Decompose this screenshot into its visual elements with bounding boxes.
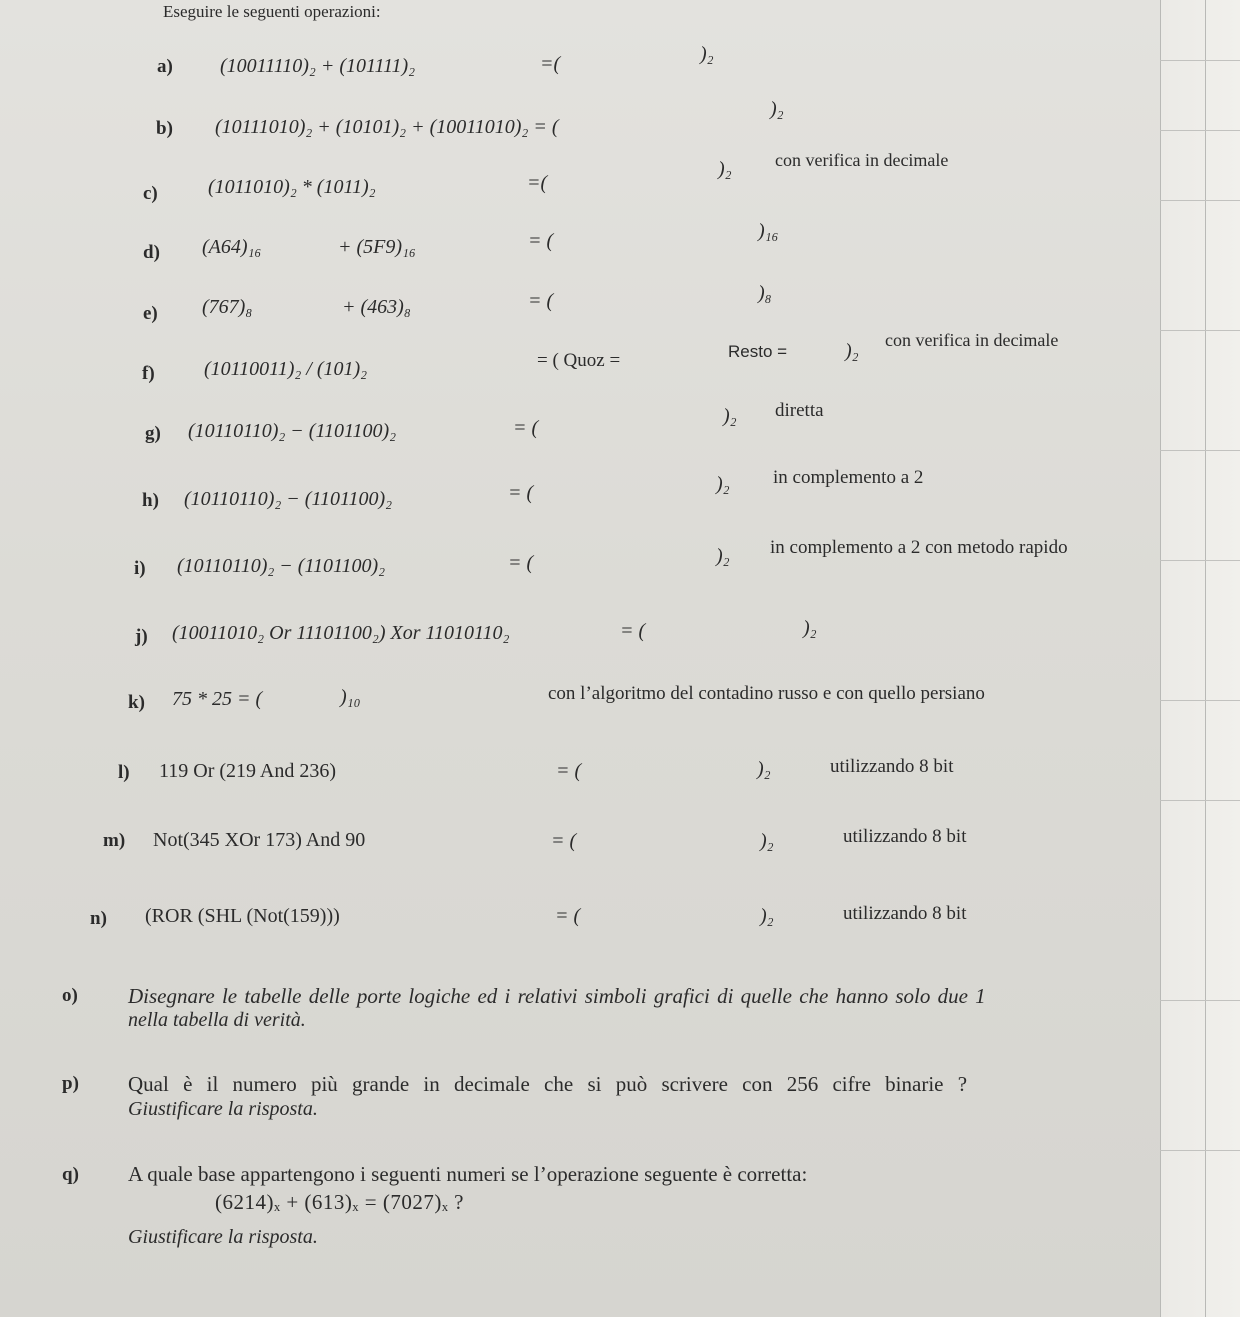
exercise-note: utilizzando 8 bit [830,756,954,777]
result-close: )₂ [723,405,737,427]
question-text: Disegnare le tabelle delle porte logiche ed i relativi simboli grafici di quelle che hanno solo due 1 [128,984,986,1008]
exercise-expression: Not(345 XOr 173) And 90 [153,829,366,851]
grid-line [1160,130,1240,131]
result-close: )₂ [716,545,730,567]
result-close: )₂ [716,473,730,495]
exercise-expression: (10110011)₂ / (101)₂ [204,358,368,380]
quotient-field: = ( Quoz = [537,350,621,371]
exercise-label: d) [143,242,160,263]
exercise-label: l) [118,762,130,783]
equals-open: = ( [528,230,554,252]
exercise-label: c) [143,183,158,204]
equals-open: = ( [551,830,577,852]
exercise-note: utilizzando 8 bit [843,903,967,924]
exercise-expression: (767)₈ [202,296,253,318]
result-close: )₂ [718,158,732,180]
grid-line [1160,1000,1240,1001]
exercise-expression: (1011010)₂ * (1011)₂ [208,176,376,198]
equals-open: = ( [513,417,539,439]
page-title: Eseguire le seguenti operazioni: [163,2,381,21]
grid-line [1160,450,1240,451]
equals-open: = ( [620,620,646,642]
equals-open: =( [540,53,561,75]
result-close: )₂ [760,905,774,927]
question-text: Qual è il numero più grande in decimale che si può scrivere con 256 cifre binarie ? [128,1072,968,1096]
exercise-label: b) [156,118,173,139]
result-close: )₂ [803,617,817,639]
exercise-label: i) [134,558,146,579]
result-close: )₂ [845,340,859,362]
grid-line [1160,1150,1240,1151]
exercise-note: utilizzando 8 bit [843,826,967,847]
exercise-note: diretta [775,400,824,421]
grid-line [1160,60,1240,61]
exercise-expression-operand: + (463)₈ [342,296,411,318]
remainder-field: Resto = [728,342,788,361]
grid-line [1160,0,1161,1317]
exercise-note: in complemento a 2 con metodo rapido [770,537,1068,558]
exercise-label: n) [90,908,107,929]
grid-line [1160,330,1240,331]
exercise-label: k) [128,692,145,713]
exercise-expression: (ROR (SHL (Not(159))) [145,905,340,927]
question-label: q) [62,1164,79,1185]
equals-open: =( [527,172,548,194]
exercise-expression: (10110110)₂ − (1101100)₂ [184,488,393,510]
result-close: )₁₀ [340,686,361,708]
exercise-expression-operand: + (5F9)₁₆ [338,236,416,258]
result-close: )₈ [758,282,772,304]
exercise-expression: 75 * 25 = ( [172,688,263,710]
question-text-continued: nella tabella di verità. [128,1009,306,1031]
grid-line [1160,560,1240,561]
exercise-expression: (A64)₁₆ [202,236,262,258]
result-close: )₁₆ [758,220,779,242]
exercise-label: g) [145,423,161,444]
exercise-label: j) [135,626,148,647]
exercise-expression: (10110110)₂ − (1101100)₂ [177,555,386,577]
exercise-label: h) [142,490,159,511]
equals-open: = ( [508,482,534,504]
question-text: A quale base appartengono i seguenti numeri se l’operazione seguente è corretta: [128,1162,808,1186]
exercise-expression: (10011110)₂ + (101111)₂ [220,55,416,77]
equals-open: = ( [556,760,582,782]
result-close: )₂ [757,758,771,780]
exercise-expression: 119 Or (219 And 236) [159,760,337,782]
grid-line [1160,200,1240,201]
grid-line [1160,700,1240,701]
exercise-expression: (10110110)₂ − (1101100)₂ [188,420,397,442]
grid-margin [1160,0,1240,1317]
question-label: o) [62,985,78,1006]
exercise-label: f) [142,363,155,384]
question-equation: (6214)ₓ + (613)ₓ = (7027)ₓ ? [215,1190,464,1214]
grid-line [1160,800,1240,801]
equals-open: = ( [555,905,581,927]
exercise-note: con verifica in decimale [775,150,949,170]
exercise-label: e) [143,303,158,324]
equals-open: = ( [528,290,554,312]
result-close: )₂ [770,98,784,120]
exercise-note: in complemento a 2 [773,467,924,488]
exercise-expression: (10011010₂ Or 11101100₂) Xor 11010110₂ [172,622,510,644]
exercise-expression: (10111010)₂ + (10101)₂ + (10011010)₂ = ( [215,116,559,138]
question-text-continued: Giustificare la risposta. [128,1098,318,1120]
question-label: p) [62,1073,79,1094]
exercise-note: con verifica in decimale [885,330,1059,350]
result-close: )₂ [760,830,774,852]
result-close: )₂ [700,43,714,65]
exercise-label: m) [103,830,126,851]
equals-open: = ( [508,552,534,574]
exercise-label: a) [157,56,173,77]
grid-line [1205,0,1206,1317]
question-text-continued: Giustificare la risposta. [128,1226,318,1248]
exercise-note: con l’algoritmo del contadino russo e con quello persiano [548,683,985,704]
